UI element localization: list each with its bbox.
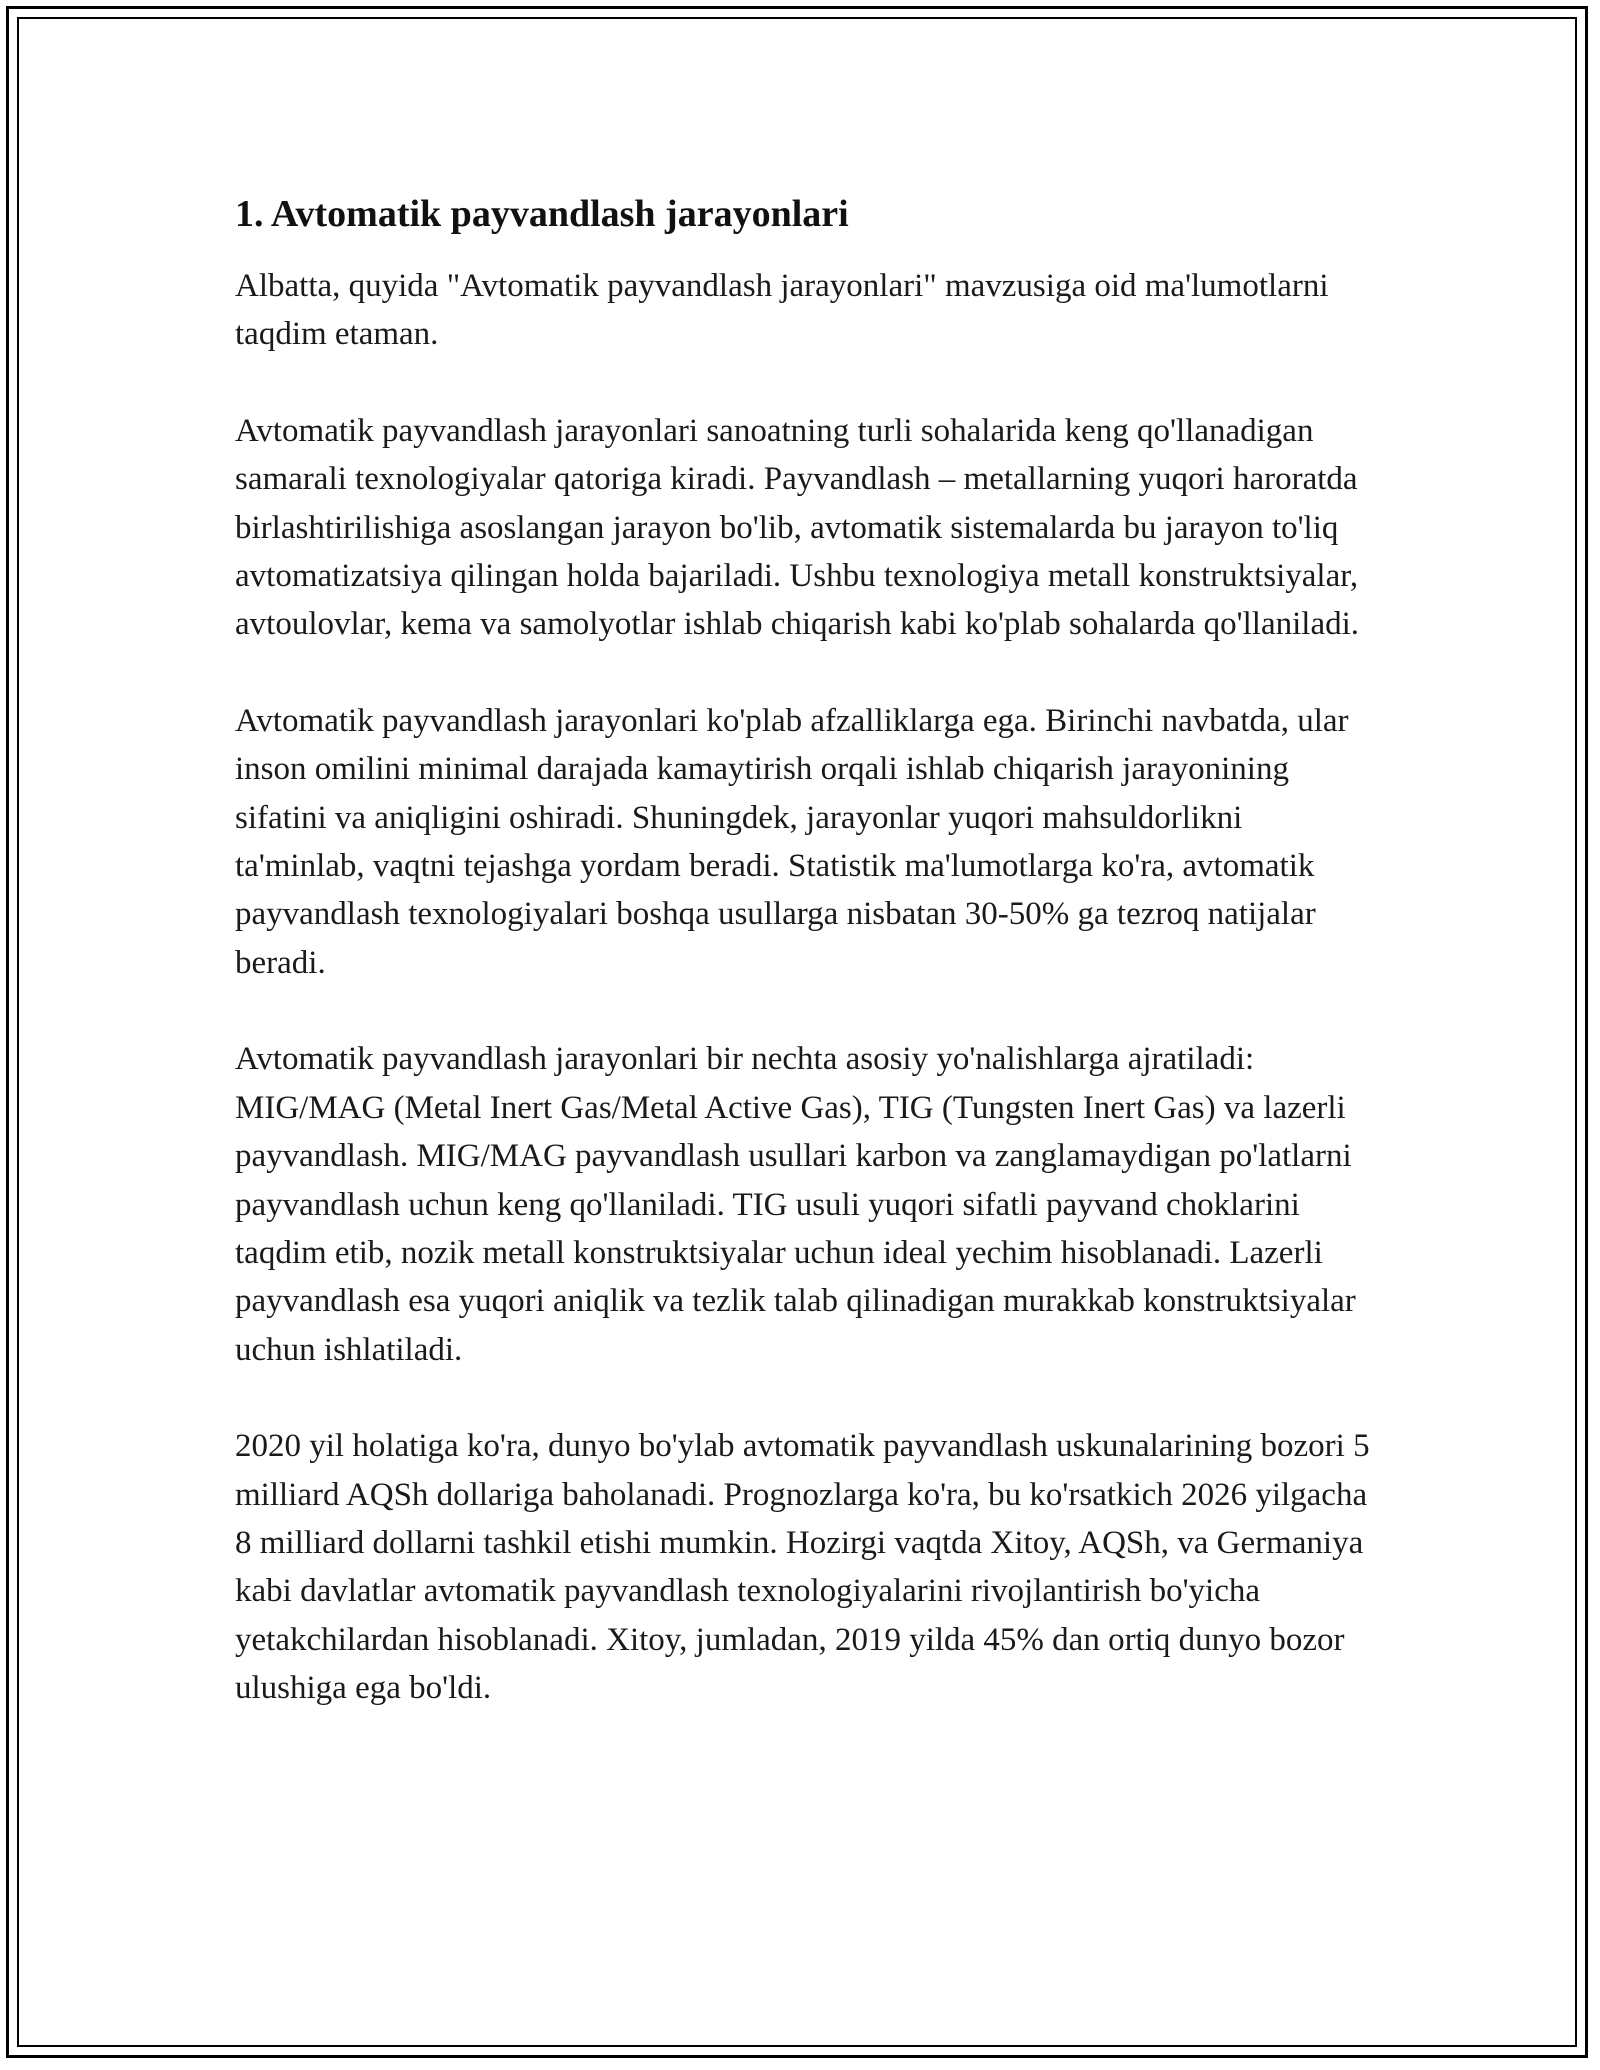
document-body [235, 188, 1375, 1761]
paragraph-intro: Albatta, quyida "Avtomatik payvandlash jarayonlari" mavzusiga oid ma'lumotlarni taqdim etaman. [235, 268, 1329, 353]
paragraph-market: 2020 yil holatiga ko'ra, dunyo bo'ylab avtomatik payvandlash uskunalarining bozori 5 milliard AQSh dollariga baholanadi. Prognozlarga ko'ra, bu ko'rsatkich 2026 yilgacha 8 milliard dollarni tashkil etishi mumkin. Hozirgi vaqtda Xitoy, AQSh, va Germaniya kabi davlatlar avtomatik payvandlash texnologiyalarini rivojlantirish bo'yicha yetakchilardan hisoblanadi. Xitoy, jumladan, 2019 yilda 45% dan ortiq dunyo bozor ulushiga ega bo'ldi. [235, 1428, 1370, 1707]
paragraph-methods: Avtomatik payvandlash jarayonlari bir nechta asosiy yo'nalishlarga ajratiladi: MIG/MAG (Metal Inert Gas/Metal Active Gas), TIG (Tungsten Inert Gas) va lazerli payvandlash. MIG/MAG payvandlash usullari karbon va zanglamaydigan po'latlarni payvandlash uchun keng qo'llaniladi. TIG usuli yuqori sifatli payvand choklarini taqdim etib, nozik metall konstruktsiyalar uchun ideal yechim hisoblanadi. Lazerli payvandlash esa yuqori aniqlik va tezlik talab qilinadigan murakkab konstruktsiyalar uchun ishlatiladi. [235, 1041, 1356, 1368]
paragraph-overview: Avtomatik payvandlash jarayonlari sanoatning turli sohalarida keng qo'llanadigan samarali texnologiyalar qatoriga kiradi. Payvandlash – metallarning yuqori haroratda birlashtirilishiga asoslangan jarayon bo'lib, avtomatik sistemalarda bu jarayon to'liq avtomatizatsiya qilingan holda bajariladi. Ushbu texnologiya metall konstruktsiyalar, avtoulovlar, kema va samolyotlar ishlab chiqarish kabi ko'plab sohalarda qo'llaniladi. [235, 412, 1360, 643]
section-heading: 1. Avtomatik payvandlash jarayonlari [235, 193, 849, 235]
paragraph-advantages: Avtomatik payvandlash jarayonlari ko'plab afzalliklarga ega. Birinchi navbatda, ular inson omilini minimal darajada kamaytirish orqali ishlab chiqarish jarayonining sifatini va aniqligini oshiradi. Shuningdek, jarayonlar yuqori mahsuldorlikni ta'minlab, vaqtni tejashga yordam beradi. Statistik ma'lumotlarga ko'ra, avtomatik payvandlash texnologiyalari boshqa usullarga nisbatan 30-50% ga tezroq natijalar beradi. [235, 702, 1349, 981]
